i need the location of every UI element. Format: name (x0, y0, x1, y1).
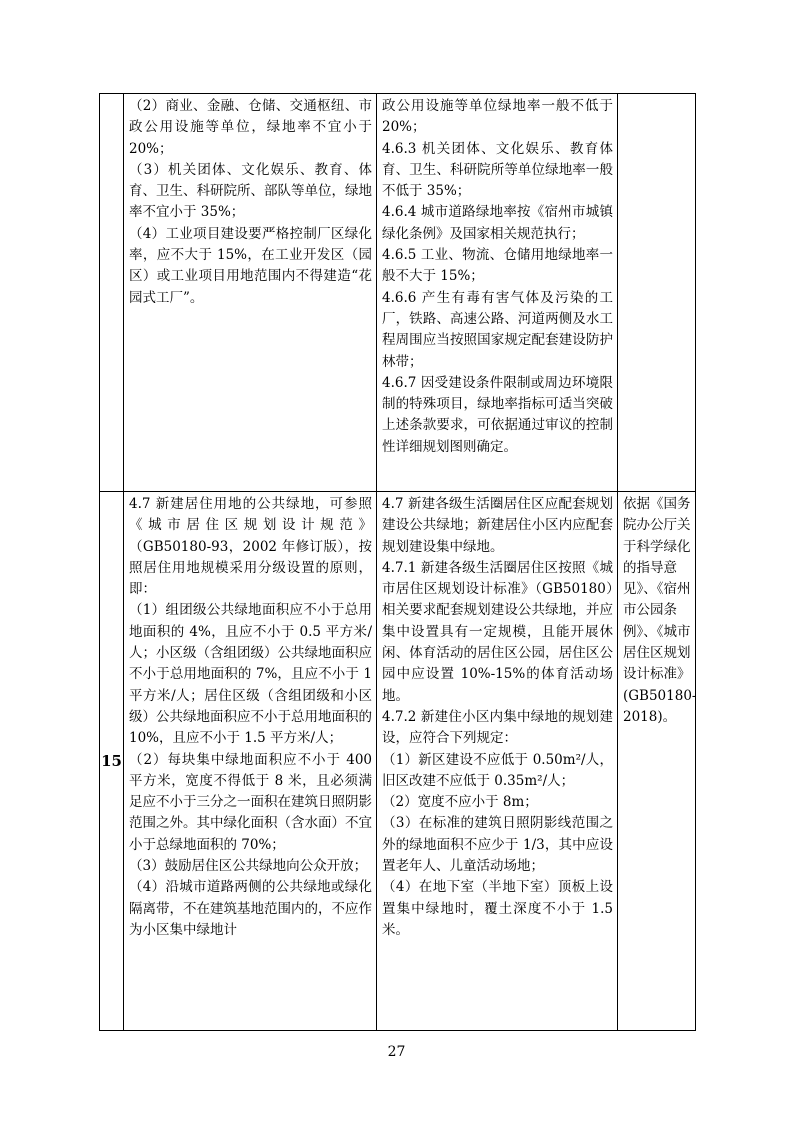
clause-paragraph: 4.6.4 城市道路绿地率按《宿州市城镇绿化条例》及国家相关规范执行； (382, 204, 613, 242)
page-number: 27 (387, 1044, 406, 1060)
basis-text: 依据《国务院办公厅关于科学绿化的指导意见》、《宿州市公园条例》、《城市居住区规划设计标准》(GB50180-2018)。 (623, 496, 697, 725)
clause-paragraph: （3）机关团体、文化娱乐、教育、体育、卫生、科研院所、部队等单位，绿地率不宜小于 35%； (129, 161, 372, 221)
clause-paragraph: 政公用设施等单位绿地率一般不低于 20%； (382, 98, 613, 136)
revised-clause-cell (377, 94, 618, 492)
original-clause-cell (124, 94, 377, 492)
original-clause-cell (124, 492, 377, 1031)
table-row (100, 94, 696, 492)
clause-paragraph: 4.7.2 新建住小区内集中绿地的规划建设，应符合下列规定： (382, 708, 613, 747)
clause-paragraph: 4.6.3 机关团体、文化娱乐、教育体育、卫生、科研院所等单位绿地率一般不低于 35%； (382, 140, 613, 200)
clause-paragraph: 4.7 新建各级生活圈居住区应配套规划建设公共绿地；新建居住小区内应配套规划建设集中绿地。 (382, 496, 613, 555)
basis-cell (618, 94, 696, 492)
clause-paragraph: （4）沿城市道路两侧的公共绿地或绿化隔离带，不在建筑基地范围内的，不应作为小区集中绿地计 (129, 879, 372, 938)
clause-paragraph: （3）鼓励居住区公共绿地向公众开放； (129, 858, 368, 875)
clause-paragraph: （2）宽度不应小于 8m； (382, 794, 538, 811)
revised-clause-cell (377, 492, 618, 1031)
comparison-table (99, 93, 696, 1031)
clause-paragraph: 4.6.5 工业、物流、仓储用地绿地率一般不大于 15%； (382, 247, 613, 285)
table-row (100, 492, 696, 1031)
clause-paragraph: （2）商业、金融、仓储、交通枢纽、市政公用设施等单位，绿地率不宜小于 20%； (129, 98, 372, 157)
clause-paragraph: （1）新区建设不应低于 0.50m²/人，旧区改建不应低于 0.35m²/人； (382, 751, 613, 789)
clause-paragraph: （4）工业项目建设要严格控制厂区绿化率，应不大于 15%，在工业开发区（园区）或工业项目用地范围内不得建造“花园式工厂”。 (129, 225, 372, 306)
clause-paragraph: （3）在标准的建筑日照阴影线范围之外的绿地面积不应少于 1/3，其中应设置老年人、儿童活动场地； (382, 815, 613, 875)
row-number: 15 (100, 492, 124, 1031)
clause-paragraph: 4.6.6 产生有毒有害气体及污染的工厂，铁路、高速公路、河道两侧及水工程周围应当按照国家规定配套建设防护林带； (382, 289, 613, 370)
clause-paragraph: 4.7 新建居住用地的公共绿地，可参照《城市居住区规划设计规范》（GB50180-93，2002 年修订版），按照居住用地规模采用分级设置的原则，即： (129, 496, 372, 598)
clause-paragraph: （2）每块集中绿地面积应不小于 400 平方米，宽度不得低于 8 米，且必须满足应不小于三分之一面积在建筑日照阴影范围之外。其中绿化面积（含水面）不宜小于总绿地面积的 70%； (129, 751, 372, 853)
clause-paragraph: 4.6.7 因受建设条件限制或周边环境限制的特殊项目，绿地率指标可适当突破上述条款要求，可依据通过审议的控制性详细规划图则确定。 (382, 374, 613, 455)
clause-paragraph: （4）在地下室（半地下室）顶板上设置集中绿地时，覆土深度不小于 1.5 米。 (382, 879, 613, 938)
clause-paragraph: （1）组团级公共绿地面积应不小于总用地面积的 4%，且应不小于 0.5 平方米/人；小区级（含组团级）公共绿地面积应不小于总用地面积的 7%，且应不小于 1 平方米/人；居住区级（含组团级和小区级）公共绿地面积应不小于总用地面积的 10%，且应不小于 1.5 平方米/人； (129, 602, 372, 747)
basis-cell (618, 492, 696, 1031)
clause-paragraph: 4.7.1 新建各级生活圈居住区按照《城市居住区规划设计标准》（GB50180）相关要求配套规划建设公共绿地，并应集中设置具有一定规模，且能开展休闲、体育活动的居住区公园，居住区公园中应设置 10%-15%的体育活动场地。 (382, 559, 613, 704)
row-number (100, 94, 124, 492)
